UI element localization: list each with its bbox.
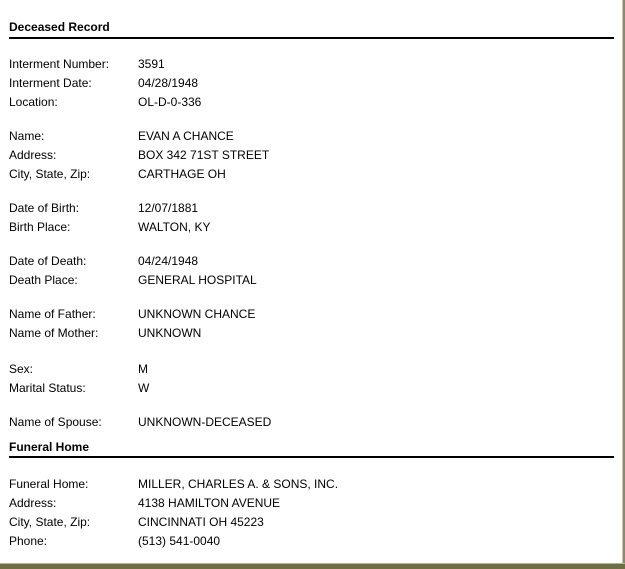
frame-bottom-border <box>0 564 625 569</box>
field-value: WALTON, KY <box>138 220 211 234</box>
field-group-sex-marital <box>9 360 614 398</box>
field-row <box>9 413 614 432</box>
field-label: City, State, Zip: <box>9 167 91 181</box>
field-row <box>9 513 614 532</box>
section-title-deceased: Deceased Record <box>9 20 110 34</box>
field-group-name-address <box>9 127 614 184</box>
record-content <box>9 0 614 551</box>
field-value: 04/24/1948 <box>138 254 199 268</box>
field-label: Name: <box>9 129 45 143</box>
field-row <box>9 127 614 146</box>
field-label: Address: <box>9 148 57 162</box>
field-row <box>9 146 614 165</box>
field-row <box>9 324 614 343</box>
field-label: Address: <box>9 496 57 510</box>
field-value: UNKNOWN CHANCE <box>138 307 256 321</box>
field-group-birth <box>9 199 614 237</box>
field-row <box>9 218 614 237</box>
field-value: (513) 541-0040 <box>138 534 221 548</box>
field-value: 12/07/1881 <box>138 201 199 215</box>
field-value: MILLER, CHARLES A. & SONS, INC. <box>138 477 339 491</box>
field-value: CARTHAGE OH <box>138 167 226 181</box>
field-group-interment <box>9 55 614 112</box>
field-label: City, State, Zip: <box>9 515 91 529</box>
field-row <box>9 74 614 93</box>
field-row <box>9 475 614 494</box>
field-label: Name of Father: <box>9 307 96 321</box>
field-label: Phone: <box>9 534 48 548</box>
field-row <box>9 379 614 398</box>
field-value: M <box>138 362 148 376</box>
field-row <box>9 93 614 112</box>
field-label: Name of Spouse: <box>9 415 102 429</box>
field-label: Funeral Home: <box>9 477 89 491</box>
field-group-parents <box>9 305 614 343</box>
field-value: OL-D-0-336 <box>138 95 202 109</box>
field-value: 4138 HAMILTON AVENUE <box>138 496 281 510</box>
field-label: Sex: <box>9 362 34 376</box>
field-label: Interment Number: <box>9 57 110 71</box>
field-row <box>9 494 614 513</box>
field-label: Death Place: <box>9 273 78 287</box>
field-label: Marital Status: <box>9 381 86 395</box>
field-value: UNKNOWN <box>138 326 202 340</box>
field-row <box>9 55 614 74</box>
field-value: GENERAL HOSPITAL <box>138 273 257 287</box>
field-value: CINCINNATI OH 45223 <box>138 515 264 529</box>
field-row <box>9 271 614 290</box>
field-group-death <box>9 252 614 290</box>
field-row <box>9 305 614 324</box>
field-row <box>9 532 614 551</box>
field-value: BOX 342 71ST STREET <box>138 148 270 162</box>
section-title-funeral-home: Funeral Home <box>9 440 90 454</box>
field-row <box>9 165 614 184</box>
field-label: Interment Date: <box>9 76 92 90</box>
field-group-funeral-home <box>9 475 614 551</box>
field-row <box>9 199 614 218</box>
field-label: Date of Birth: <box>9 201 80 215</box>
field-group-spouse <box>9 413 614 432</box>
field-row <box>9 252 614 271</box>
field-value: EVAN A CHANCE <box>138 129 234 143</box>
field-label: Name of Mother: <box>9 326 99 340</box>
field-label: Birth Place: <box>9 220 71 234</box>
field-value: 04/28/1948 <box>138 76 199 90</box>
field-label: Location: <box>9 95 58 109</box>
field-value: W <box>138 381 150 395</box>
field-value: 3591 <box>138 57 165 71</box>
field-row <box>9 360 614 379</box>
field-value: UNKNOWN-DECEASED <box>138 415 272 429</box>
field-label: Date of Death: <box>9 254 87 268</box>
